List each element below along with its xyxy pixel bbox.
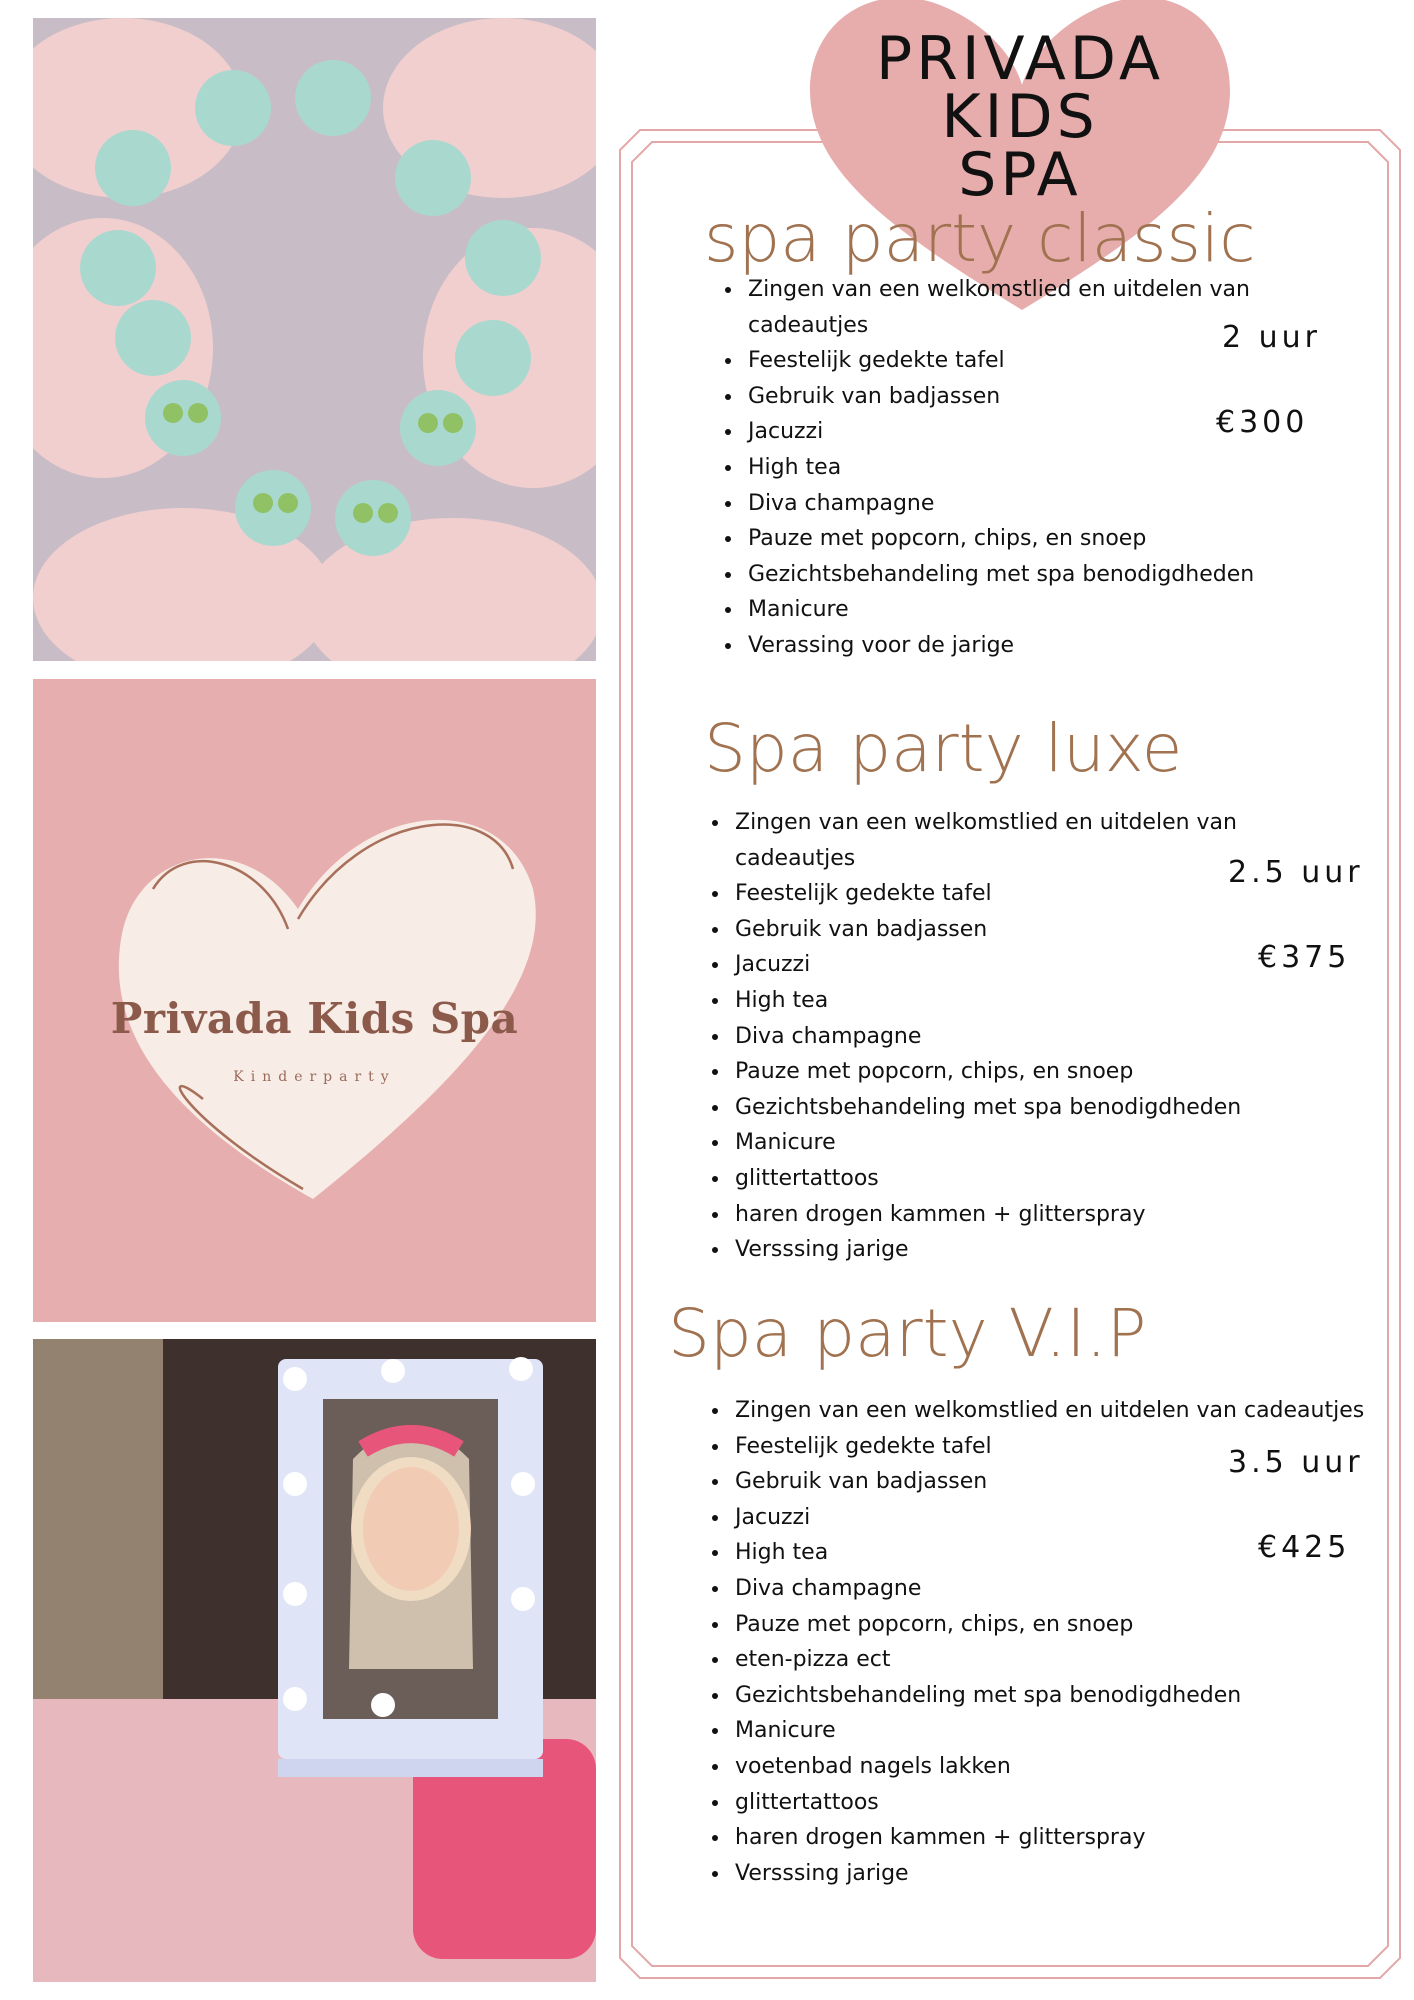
list-item: • Manicure [731, 1713, 1411, 1749]
list-item: • High tea [744, 450, 1264, 486]
list-item: • eten-pizza ect [731, 1642, 1411, 1678]
list-item: • Gebruik van badjassen [731, 1464, 1411, 1500]
package-vip-duration: 3.5 uur [1228, 1445, 1364, 1480]
package-vip-title: Spa party V.I.P [668, 1295, 1147, 1372]
package-luxe-price: €375 [1258, 940, 1351, 975]
list-item: • Pauze met popcorn, chips, en snoep [731, 1607, 1411, 1643]
list-item: • Feestelijk gedekte tafel [731, 876, 1251, 912]
package-luxe-items [701, 805, 1251, 1268]
list-item: • High tea [731, 1535, 1411, 1571]
list-item: • Gezichtsbehandeling met spa benodigdheden [731, 1090, 1251, 1126]
list-item: • Jacuzzi [731, 1500, 1411, 1536]
list-item: • Feestelijk gedekte tafel [731, 1429, 1411, 1465]
list-item: • glittertattoos [731, 1785, 1411, 1821]
list-item: • Pauze met popcorn, chips, en snoep [744, 521, 1264, 557]
package-vip-price: €425 [1258, 1530, 1351, 1565]
brand-title-line-3: SPA [958, 140, 1082, 210]
list-item: • Zingen van een welkomstlied en uitdelen van cadeautjes [731, 805, 1251, 876]
list-item: • Gezichtsbehandeling met spa benodigdheden [744, 557, 1264, 593]
list-item: • Gebruik van badjassen [731, 912, 1251, 948]
logo-title: Privada Kids Spa [110, 994, 519, 1043]
list-item: • Verassing voor de jarige [744, 628, 1264, 664]
list-item: • Manicure [731, 1125, 1251, 1161]
list-item: • Gezichtsbehandeling met spa benodigdheden [731, 1678, 1411, 1714]
list-item: • Jacuzzi [744, 414, 1264, 450]
list-item: • haren drogen kammen + glitterspray [731, 1197, 1251, 1233]
package-classic-items [714, 272, 1264, 664]
package-luxe-duration: 2.5 uur [1228, 855, 1364, 890]
list-item: • Zingen van een welkomstlied en uitdelen van cadeautjes [744, 272, 1264, 343]
package-classic-price: €300 [1216, 405, 1309, 440]
list-item: • Versssing jarige [731, 1856, 1411, 1892]
list-item: • glittertattoos [731, 1161, 1251, 1197]
list-item: • Diva champagne [731, 1019, 1251, 1055]
list-item: • Manicure [744, 592, 1264, 628]
list-item: • Gebruik van badjassen [744, 379, 1264, 415]
list-item: • Pauze met popcorn, chips, en snoep [731, 1054, 1251, 1090]
package-classic-duration: 2 uur [1222, 320, 1321, 355]
brand-title [820, 24, 1220, 210]
list-item: • Versssing jarige [731, 1232, 1251, 1268]
list-item: • Zingen van een welkomstlied en uitdelen van cadeautjes [731, 1393, 1411, 1429]
list-item: • High tea [731, 983, 1251, 1019]
package-classic-title: spa party classic [704, 200, 1256, 277]
brand-title-line-2: KIDS [941, 82, 1099, 152]
list-item: • Diva champagne [744, 486, 1264, 522]
list-item: • Jacuzzi [731, 947, 1251, 983]
list-item: • Feestelijk gedekte tafel [744, 343, 1264, 379]
brand-title-line-1: PRIVADA [875, 24, 1164, 94]
package-luxe-title: Spa party luxe [704, 710, 1183, 787]
logo-subtitle: Kinderparty [233, 1069, 396, 1085]
list-item: • Diva champagne [731, 1571, 1411, 1607]
list-item: • haren drogen kammen + glitterspray [731, 1820, 1411, 1856]
list-item: • voetenbad nagels lakken [731, 1749, 1411, 1785]
